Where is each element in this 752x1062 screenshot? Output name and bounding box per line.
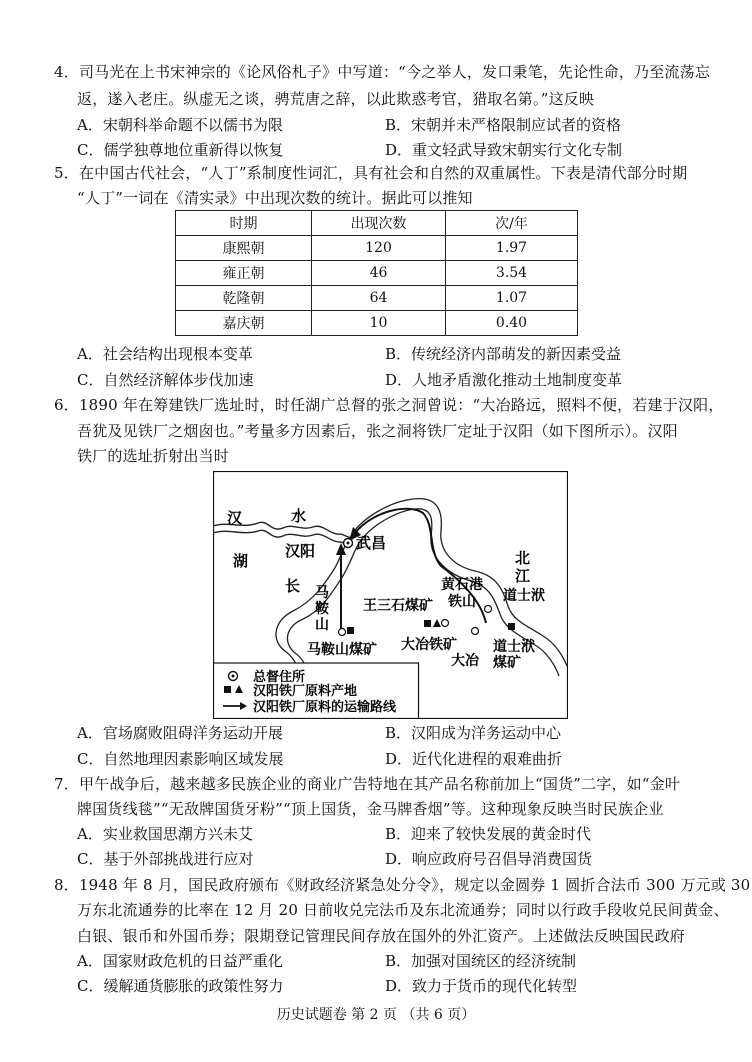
map-label-daotuqi: 道士洑 <box>503 588 545 604</box>
legend-item-route: 汉阳铁厂原料的运输路线 <box>253 700 397 715</box>
q5-option-a: A．社会结构出现根本变革 <box>77 345 253 363</box>
q4-option-b: B．宋朝并未严格限制应试者的资格 <box>385 116 622 134</box>
map-label-hu: 湖 <box>233 552 249 570</box>
table-cell: 嘉庆朝 <box>176 311 312 336</box>
q6-option-d: D．近代化进程的艰难曲折 <box>385 750 563 768</box>
q8-option-c: C．缓解通货膨胀的政策性努力 <box>77 977 284 995</box>
table-cell: 3.54 <box>446 261 578 286</box>
q6-option-b: B．汉阳成为洋务运动中心 <box>385 724 562 742</box>
table-cell: 1.07 <box>446 286 578 311</box>
q7-option-c: C．基于外部挑战进行应对 <box>77 850 254 868</box>
q7-option-a: A．实业救国思潮方兴未艾 <box>77 825 253 843</box>
map-label-huangshigang: 黄石港 <box>441 577 483 593</box>
q4-stem-line1: 4．司马光在上书宋神宗的《论风俗札子》中写道：“今之举人，发口秉笔，先论性命，乃至流荡忘 <box>54 63 711 81</box>
table-header-cell: 次/年 <box>446 211 578 236</box>
table-header-cell: 出现次数 <box>312 211 446 236</box>
table-row <box>176 261 578 286</box>
q5-statistics-table <box>175 210 578 336</box>
map-label-maanshan-mine: 马鞍山煤矿 <box>307 642 377 658</box>
map-label-daye: 大冶 <box>451 653 479 669</box>
q8-stem-line3: 白银、银币和外国币券；限期登记管理民间存放在国外的外汇资产。上述做法反映国民政府 <box>77 927 686 945</box>
table-header-cell: 时期 <box>176 211 312 236</box>
q5-option-d: D．人地矛盾激化推动土地制度变革 <box>385 371 623 389</box>
q4-option-c: C．儒学独尊地位重新得以恢复 <box>77 141 284 159</box>
q7-option-d: D．响应政府号召倡导消费国货 <box>385 850 593 868</box>
q4-stem-line2: 返，遂入老庄。纵虚无之谈，骋荒唐之辞，以此欺惑考官，猎取名第。”这反映 <box>77 90 595 108</box>
table-row <box>176 311 578 336</box>
q5-option-b: B．传统经济内部萌发的新因素受益 <box>385 345 622 363</box>
q5-stem-line2: “人丁”一词在《清实录》中出现次数的统计。据此可以推知 <box>77 189 473 207</box>
map-label-daye-mine: 大冶铁矿 <box>401 637 457 653</box>
map-label-shui: 水 <box>291 507 307 525</box>
map-label-daotuqi-mine: 道士洑 <box>493 639 535 655</box>
map-label-han: 汉 <box>227 509 243 527</box>
legend-item-residence: 总督住所 <box>253 670 306 685</box>
table-header-row <box>176 211 578 236</box>
hanyang-ironworks-map <box>213 471 568 719</box>
q5-stem-line1: 5．在中国古代社会，“人丁”系制度性词汇，具有社会和自然的双重属性。下表是清代部分时期 <box>54 164 688 182</box>
q6-stem-line1: 6．1890 年在筹建铁厂选址时，时任湖广总督的张之洞曾说：“大冶路远，照料不便，若建于汉阳， <box>54 396 724 414</box>
q4-option-a: A．宋朝科举命题不以儒书为限 <box>77 116 283 134</box>
q4-option-d: D．重文轻武导致宋朝实行文化专制 <box>385 141 623 159</box>
table-cell: 46 <box>312 261 446 286</box>
map-label-an: 鞍 <box>315 601 329 617</box>
map-label-chang: 长 <box>285 577 301 595</box>
map-label-wuchang: 武昌 <box>356 534 387 552</box>
q6-stem-line2: 吾犹及见铁厂之烟囱也。”考量多方因素后，张之洞将铁厂定址于汉阳（如下图所示）。汉阳 <box>77 422 678 440</box>
q5-option-c: C．自然经济解体步伐加速 <box>77 371 254 389</box>
q8-option-d: D．致力于货币的现代化转型 <box>385 977 578 995</box>
q8-stem-line1: 8．1948 年 8 月，国民政府颁布《财政经济紧急处分令》，规定以金圆券 1 圆折合法币 300 万元或 30 <box>54 876 751 894</box>
q6-option-c: C．自然地理因素影响区域发展 <box>77 750 284 768</box>
map-label-wangsanshi: 王三石煤矿 <box>363 598 433 614</box>
map-label-jiang: 江 <box>515 567 531 585</box>
q6-stem-line3: 铁厂的选址折射出当时 <box>77 447 230 465</box>
map-label-bei: 北 <box>515 549 531 567</box>
table-cell: 康熙朝 <box>176 236 312 261</box>
table-row <box>176 236 578 261</box>
q8-stem-line2: 万东北流通券的比率在 12 月 20 日前收兑完法币及东北流通券；同时以行政手段收兑民间黄金、 <box>77 901 729 919</box>
map-label-shan: 山 <box>315 617 329 633</box>
legend-square-icon <box>224 686 231 693</box>
q7-option-b: B．迎来了较快发展的黄金时代 <box>385 825 592 843</box>
q8-option-b: B．加强对国统区的经济统制 <box>385 952 577 970</box>
map-label-ma: 马 <box>315 585 329 601</box>
map-label-daotuqi-mine-suffix: 煤矿 <box>493 655 521 671</box>
map-label-hanyang: 汉阳 <box>285 542 316 560</box>
table-cell: 10 <box>312 311 446 336</box>
table-cell: 乾隆朝 <box>176 286 312 311</box>
map-label-tieshan: 铁山 <box>448 594 476 610</box>
page-footer: 历史试题卷 第 2 页 （共 6 页） <box>276 1007 476 1023</box>
q7-stem-line1: 7．甲午战争后，越来越多民族企业的商业广告特地在其产品名称前加上“国货”二字，如“金叶 <box>54 775 681 793</box>
q7-stem-line2: 牌国货线毯”“无敌牌国货牙粉”“顶上国货，金马牌香烟”等。这种现象反映当时民族企业 <box>77 800 664 818</box>
table-row <box>176 286 578 311</box>
table-cell: 1.97 <box>446 236 578 261</box>
table-cell: 64 <box>312 286 446 311</box>
table-cell: 0.40 <box>446 311 578 336</box>
table-cell: 120 <box>312 236 446 261</box>
table-cell: 雍正朝 <box>176 261 312 286</box>
legend-item-source: 汉阳铁厂原料产地 <box>253 684 358 699</box>
q6-option-a: A．官场腐败阻碍洋务运动开展 <box>77 724 283 742</box>
q8-option-a: A．国家财政危机的日益严重化 <box>77 952 283 970</box>
